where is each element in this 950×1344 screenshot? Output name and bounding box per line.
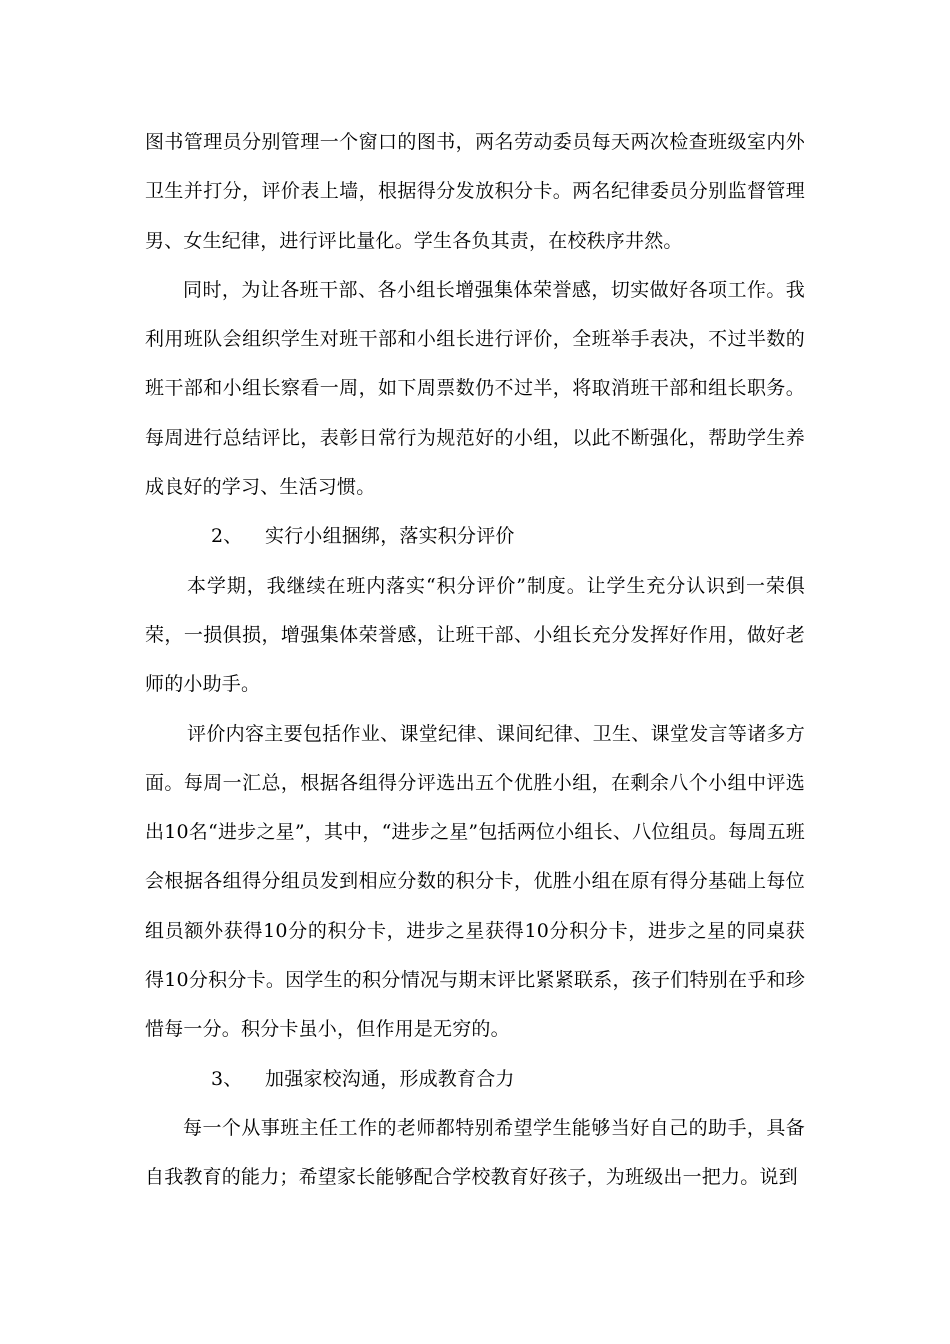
paragraph-evaluation-content: 评价内容主要包括作业、课堂纪律、课间纪律、卫生、课堂发言等诸多方面。每周一汇总，根据各组得分评选出五个优胜小组，在剩余八个小组中评选出10名“进步之星”，其中，“进步之星”包括两位小组长、八位组员。每周五班会根据各组得分组员发到相应分数的积分卡，优胜小组在原有得分基础上每位组员额外获得10分的积分卡，进步之星获得10分积分卡，进步之星的同桌获得10分积分卡。因学生的积分情况与期末评比紧紧联系，孩子们特别在乎和珍惜每一分。积分卡虽小，但作用是无穷的。 (145, 722, 805, 1041)
section-heading-2 (145, 512, 805, 561)
section-number-2: 2、 (211, 525, 243, 548)
section-title-2: 实行小组捆绑，落实积分评价 (265, 525, 515, 548)
paragraph-cadre-evaluation: 同时，为让各班干部、各小组长增强集体荣誉感，切实做好各项工作。我利用班队会组织学生对班干部和小组长进行评价，全班举手表决，不过半数的班干部和小组长察看一周，如下周票数仍不过半，将取消班干部和组长职务。每周进行总结评比，表彰日常行为规范好的小组，以此不断强化，帮助学生养成良好的学习、生活习惯。 (145, 278, 805, 499)
section-number-3: 3、 (211, 1067, 243, 1090)
paragraph-home-school: 每一个从事班主任工作的老师都特别希望学生能够当好自己的助手，具备自我教育的能力；希望家长能够配合学校教育好孩子，为班级出一把力。说到 (145, 1116, 805, 1189)
section-heading-3 (145, 1055, 805, 1104)
paragraph-class-committee-duties: 图书管理员分别管理一个窗口的图书，两名劳动委员每天两次检查班级室内外卫生并打分，评价表上墙，根据得分发放积分卡。两名纪律委员分别监督管理男、女生纪律，进行评比量化。学生各负其责，在校秩序井然。 (145, 131, 805, 252)
document-body (145, 118, 805, 1203)
paragraph-points-system: 本学期，我继续在班内落实“积分评价”制度。让学生充分认识到一荣俱荣，一损俱损，增强集体荣誉感，让班干部、小组长充分发挥好作用，做好老师的小助手。 (145, 574, 805, 696)
section-title-3: 加强家校沟通，形成教育合力 (265, 1067, 515, 1090)
